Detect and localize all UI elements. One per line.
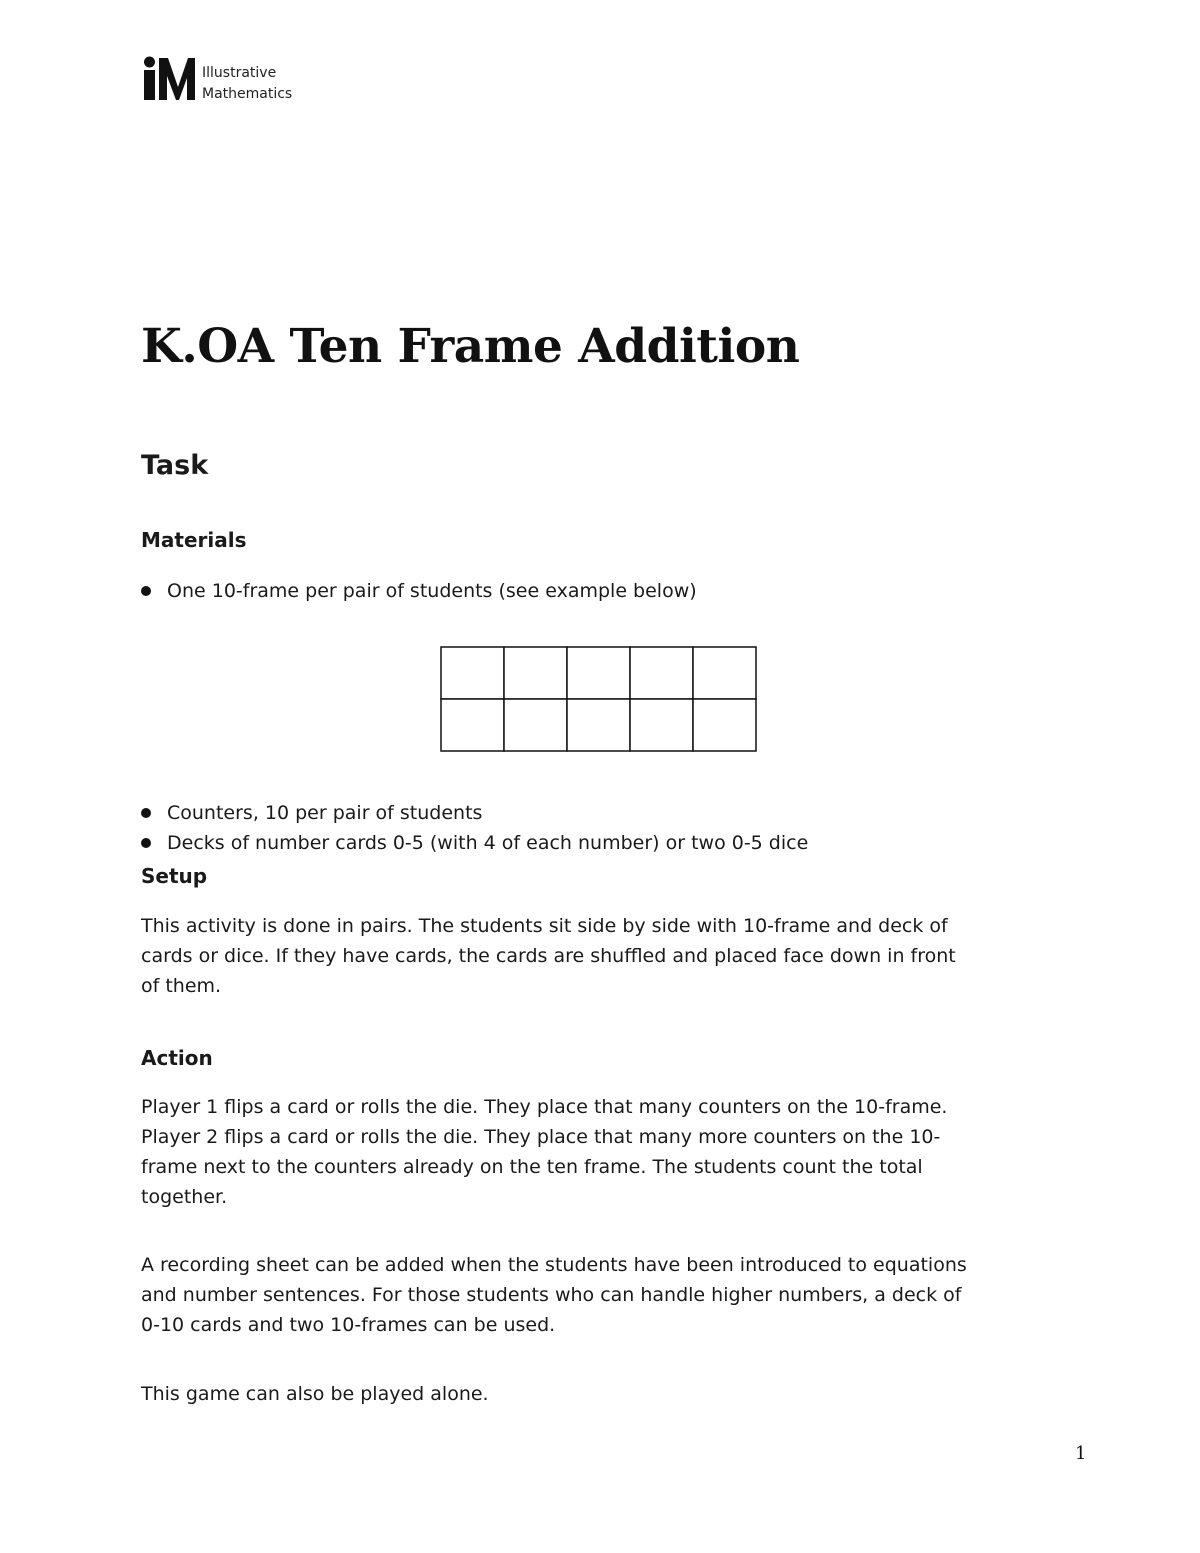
action-line: A recording sheet can be added when the students have been introduced to equations [141,1254,967,1276]
ten-frame-cell [630,647,693,699]
im-logo [143,56,343,106]
action-paragraph-2 [141,1250,1071,1340]
materials-heading: Materials [141,528,247,552]
ten-frame-cell [441,647,504,699]
ten-frame-cell [567,647,630,699]
ten-frame-cell [693,647,756,699]
action-line: Player 2 flips a card or rolls the die. They place that many more counters on the 10- [141,1126,941,1148]
page-number: 1 [1075,1443,1087,1464]
setup-heading: Setup [141,864,208,888]
ten-frame-diagram [440,646,758,754]
ten-frame-cell [567,699,630,751]
bullet-icon [141,838,151,848]
ten-frame-cell [693,699,756,751]
setup-line: of them. [141,975,222,997]
action-paragraph-3: This game can also be played alone. [141,1383,489,1405]
materials-item-ten-frame: One 10-frame per pair of students (see example below) [167,580,697,602]
ten-frame-cell [504,647,567,699]
materials-item-number-cards: Decks of number cards 0-5 (with 4 of each number) or two 0-5 dice [167,832,809,854]
action-line: Player 1 flips a card or rolls the die. They place that many counters on the 10-frame. [141,1096,948,1118]
action-line: and number sentences. For those students who can handle higher numbers, a deck of [141,1284,962,1306]
im-logo-wordmark [202,63,292,105]
ten-frame-cell [630,699,693,751]
document-title: K.OA Ten Frame Addition [141,319,800,374]
ten-frame-cell [441,699,504,751]
bullet-icon [141,586,151,596]
action-paragraph-1 [141,1092,1071,1212]
task-heading: Task [141,450,209,481]
action-heading: Action [141,1046,213,1070]
setup-line: This activity is done in pairs. The students sit side by side with 10-frame and deck of [141,915,948,937]
ten-frame-cell [504,699,567,751]
logo-brand-line1: Illustrative [202,65,277,81]
materials-item-counters: Counters, 10 per pair of students [167,802,483,824]
setup-line: cards or dice. If they have cards, the cards are shuffled and placed face down in front [141,945,956,967]
bullet-icon [141,808,151,818]
action-line: together. [141,1186,228,1208]
action-line: frame next to the counters already on the ten frame. The students count the total [141,1156,923,1178]
setup-paragraph [141,911,1071,1001]
im-logo-mark [143,56,197,102]
logo-brand-line2: Mathematics [202,86,293,102]
action-line: 0-10 cards and two 10-frames can be used. [141,1314,556,1336]
